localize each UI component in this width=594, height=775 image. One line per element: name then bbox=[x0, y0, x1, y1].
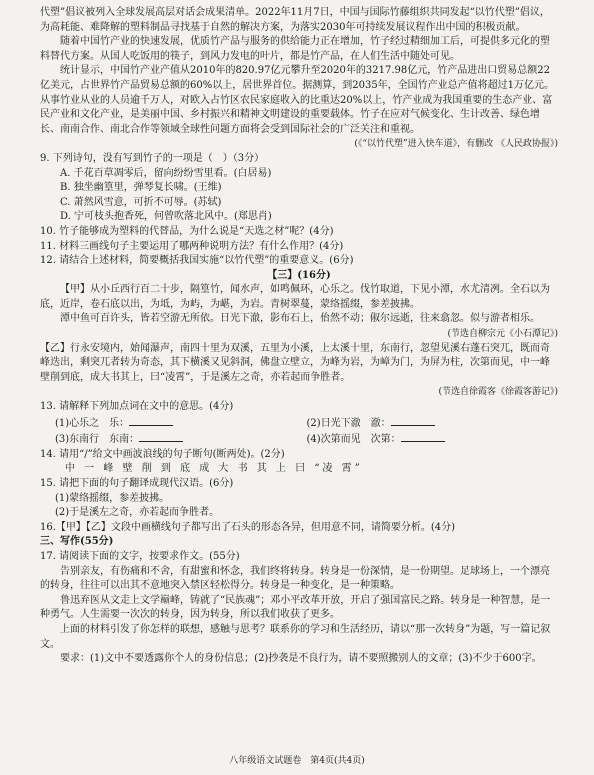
page-footer: 八年级语文试题卷 第4页(共4页) bbox=[229, 756, 365, 767]
q13-word: 次第： bbox=[370, 434, 401, 446]
option-b: B. 独坐幽篁里，弹琴复长啸。(王维) bbox=[60, 182, 222, 194]
writing-prompt: 上面的材料引发了你怎样的联想，感触与思考？联系你的学习和生活经历，请以“那一次转身”为题，写一篇记叙文。 bbox=[40, 623, 551, 650]
q13-item bbox=[307, 431, 559, 448]
q13-label: (1)心乐之 bbox=[55, 417, 100, 429]
option-a: A. 千花百草凋零后，留向纷纷雪里看。(白居易) bbox=[60, 167, 272, 179]
classical-text-jia: 潭中鱼可百许头，皆若空游无所依。日光下澈，影布石上，佁然不动；俶尔远逝，往来翕忽。似与游者相乐。 bbox=[60, 313, 540, 325]
q14-sentence: 中 一 峰 壁 削 到 底 成 大 书 其 上 曰 “凌 霄” bbox=[65, 463, 363, 475]
q13-row bbox=[40, 431, 558, 448]
passage-paragraph: 代塑”倡议被列入全球发展高层对话会成果清单。2022年11月7日，中国与国际竹藤组织共同发起“以竹代塑”倡议，为高耗能、难降解的塑料制品寻找基于自然的解决方案，为落实2030年可持续发展议程作出中国的积极贡献。 bbox=[40, 7, 550, 33]
q13-label: (4)次第而见 bbox=[306, 434, 361, 446]
question-13: 13. 请解释下列加点词在文中的意思。(4分) bbox=[40, 401, 234, 413]
q13-item bbox=[55, 415, 307, 432]
answer-blank[interactable] bbox=[391, 415, 435, 426]
classical-text-jia: 【甲】从小丘西行百二十步，隔篁竹，闻水声，如鸣佩环，心乐之。伐竹取道，下见小潭，水尤清冽。全石以为底，近岸，卷石底以出，为坻，为屿，为嵁，为岩。青树翠蔓，蒙络摇缀，参差披拂。 bbox=[40, 284, 550, 310]
answer-blank[interactable] bbox=[129, 415, 173, 426]
answer-blank[interactable] bbox=[401, 431, 445, 442]
q15-item: (2)于是溪左之奇，亦若起而争胜者。 bbox=[55, 507, 220, 519]
question-9: 9. 下列诗句，没有写到竹子的一项是（ ）（3分） bbox=[40, 152, 265, 164]
writing-requirements: 要求：(1)文中不要透露你个人的身份信息；(2)抄袭是不良行为，请不要照搬别人的文章；(3)不少于600字。 bbox=[60, 653, 542, 665]
q13-row bbox=[40, 415, 558, 432]
question-15: 15. 请把下面的句子翻译成现代汉语。(6分) bbox=[40, 478, 234, 489]
question-11: 11. 材料三画线句子主要运用了哪两种说明方法？有什么作用？(4分) bbox=[40, 240, 344, 252]
question-10: 10. 竹子能够成为塑料的代替品，为什么说是“天选之材”呢？(4分) bbox=[40, 225, 334, 237]
classical-text-yi: 【乙】行永安境内，始闻瀑声，南四十里为双溪，五里为小溪，上太溪十里，东南行，忽望见溪右蓬石突兀，既而奇峰迭出，剩突兀者转为奇态，其下横溪又见斜洞，佛盘立壁立，为峰为岩，为嶂为门，为屏为柱，次第而见，中一峰壁削到底，成大书其上，曰“凌霄”，于是溪左之奇，亦若起而争胜者。 bbox=[40, 342, 550, 383]
answer-blank[interactable] bbox=[139, 431, 183, 442]
question-12: 12. 请结合上述材料，简要概括我国实施“以竹代塑”的重要意义。(6分) bbox=[40, 255, 354, 267]
writing-material: 鲁迅弃医从文走上文学巅峰，铸就了“民族魂”；邓小平改革开放，开启了强国富民之路。转身是一种智慧，是一种勇气。人生需要一次次的转身，因为转身，所以我们收获了更多。 bbox=[40, 594, 551, 621]
q13-word: 东南： bbox=[109, 434, 140, 446]
q13-word: 澈： bbox=[370, 417, 391, 429]
yi-source: (节选自徐霞客《徐霞客游记》) bbox=[438, 387, 558, 398]
section-three-title: 【三】(16分) bbox=[267, 269, 331, 281]
writing-material: 告别亲友，有伤痛和不舍，有甜蜜和怀念，我们终将转身。转身是一份深情，是一份期望。足球场上，一个漂亮的转身，往往可以出其不意地突入禁区轻松得分。转身是一种变化，是一种策略。 bbox=[40, 565, 550, 592]
passage-paragraph: 随着中国竹产业的快速发展，优质竹产品与服务的供给能力正在增加，竹子经过精细加工后，可提供多元化的塑料替代方案。从国人吃饭用的筷子，到风力发电的叶片，都是竹产品，在人们生活中随处可见。 bbox=[40, 36, 550, 62]
option-c: C. 萧然风雪意，可折不可辱。(苏轼) bbox=[60, 196, 222, 208]
option-d: D. 宁可枝头抱香死，何曾吹落北风中。(郑思肖) bbox=[60, 211, 272, 223]
question-17: 17. 请阅读下面的文字，按要求作文。(55分) bbox=[40, 550, 240, 562]
jia-source: (节选自柳宗元《小石潭记》) bbox=[447, 329, 558, 340]
question-16: 16.【甲】【乙】文段中画横线句子都写出了石头的形态各异，但用意不同，请简要分析。(4分) bbox=[40, 521, 456, 533]
q13-label: (2)日光下澈 bbox=[306, 417, 361, 429]
passage-source: (《“以竹代塑”进入快车道》，有删改 《人民政协报》) bbox=[354, 139, 558, 150]
q13-item bbox=[55, 431, 307, 448]
question-14: 14. 请用“/”给文中画波浪线的句子断句(断两处)。(2分) bbox=[40, 448, 285, 460]
q13-label: (3)东南行 bbox=[55, 434, 100, 446]
q15-item: (1)蒙络摇缀，参差披拂。 bbox=[55, 492, 170, 504]
q13-item bbox=[307, 415, 559, 432]
writing-section-title: 三、写作(55分) bbox=[40, 536, 114, 548]
q13-word: 乐： bbox=[109, 417, 130, 429]
passage-paragraph: 统计显示，中国竹产业产值从2010年的820.97亿元攀升至2020年的3217.98亿元，竹产品进出口贸易总额22亿美元，占世界竹产品贸易总额的60%以上，居世界首位。据测算，到2035年，全国竹产业总产值将超过1万亿元。从事竹业从业的人员逾千万人，对欧入占竹区农民家庭收入的比重达20%以上，竹产业成为我国重要的生态产业、富民产业和文化产业，是美丽中国、乡村振兴和精神文明建设的重要载体。竹子在应对气候变化、生计改善、绿色增长、南南合作、南北合作等领域全球性问题方面将会受到国际社会的广泛关注和重视。 bbox=[40, 65, 555, 135]
